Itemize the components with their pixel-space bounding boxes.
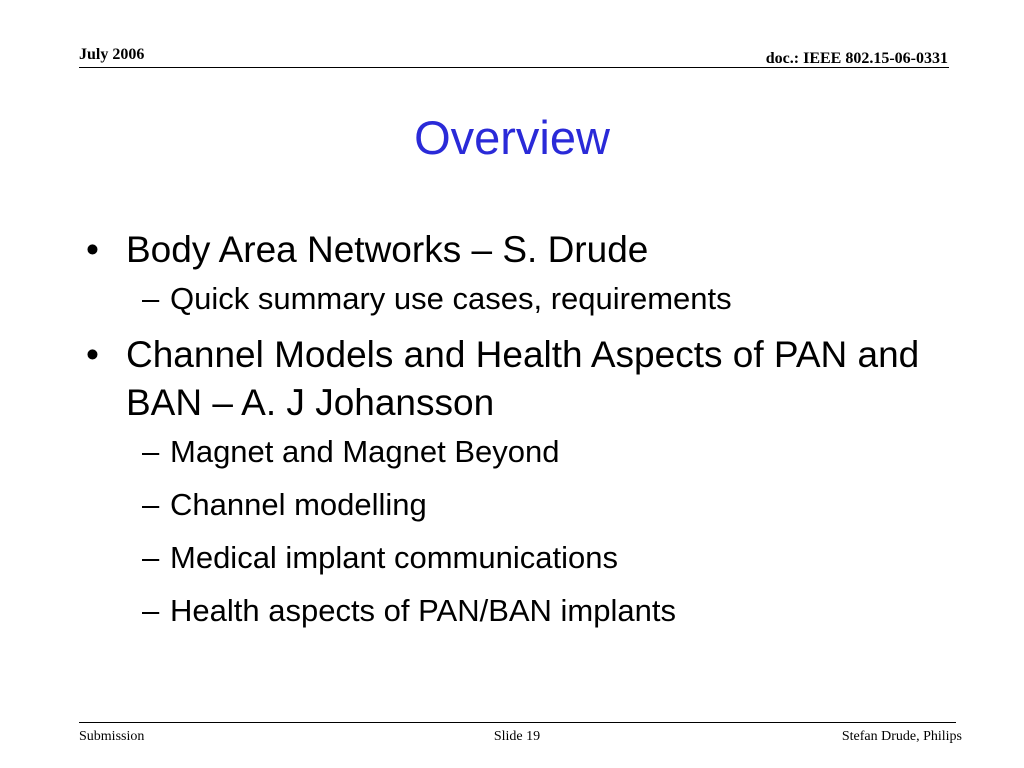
dash-marker: – [142,593,160,628]
dash-marker: – [142,281,160,316]
footer-author: Stefan Drude, Philips [841,729,962,744]
sub-bullet-item [86,431,946,473]
bullet-item [86,331,946,427]
sub-bullet-item [86,590,946,632]
sub-bullet-text: Health aspects of PAN/BAN implants [170,593,676,628]
sub-bullet-text: Medical implant communications [170,540,618,575]
dash-marker: – [142,540,160,575]
bullet-text: Channel Models and Health Aspects of PAN and BAN – A. J Johansson [126,334,920,423]
sub-bullet-text: Magnet and Magnet Beyond [170,434,560,469]
sub-bullet-item [86,484,946,526]
sub-bullet-text: Quick summary use cases, requirements [170,281,732,316]
header-divider [79,67,949,68]
slide-title: Overview [414,111,610,164]
footer-divider [79,722,956,723]
footer-submission: Submission [79,729,145,744]
bullet-list [86,226,946,643]
bullet-marker: • [86,229,99,270]
bullet-text: Body Area Networks – S. Drude [126,229,649,270]
sub-bullet-text: Channel modelling [170,487,427,522]
header-date: July 2006 [79,46,145,63]
sub-bullet-item [86,278,946,320]
dash-marker: – [142,487,160,522]
bullet-marker: • [86,334,99,375]
dash-marker: – [142,434,160,469]
sub-bullet-item [86,537,946,579]
footer-slide-number: Slide 19 [493,729,541,744]
bullet-item [86,226,946,274]
header-doc-id: doc.: IEEE 802.15-06-0331 [765,50,948,67]
